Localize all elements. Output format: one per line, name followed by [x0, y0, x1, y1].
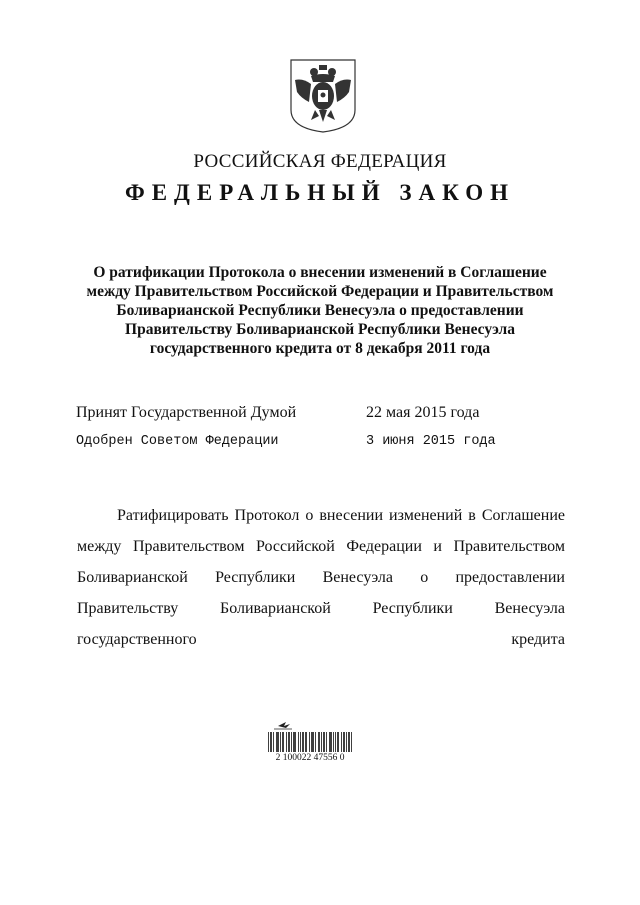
title-line: государственного кредита от 8 декабря 2011 года [149, 340, 491, 357]
barcode-number: 2 100022 47556 0 [275, 753, 345, 763]
council-date: 3 июня 2015 года [366, 434, 496, 449]
law-type-heading: ФЕДЕРАЛЬНЫЙ ЗАКОН [124, 180, 516, 205]
duma-label: Принят Государственной Думой [76, 404, 297, 421]
council-label: Одобрен Советом Федерации [76, 434, 279, 449]
coat-of-arms-icon [289, 58, 357, 134]
law-title [60, 263, 580, 358]
title-line: между Правительством Российской Федерации и Правительством [86, 283, 554, 300]
title-line: О ратификации Протокола о внесении изменений в Соглашение [93, 264, 547, 281]
title-line: Правительству Боливарианской Республики Венесуэла [125, 321, 515, 338]
duma-date: 22 мая 2015 года [366, 404, 480, 421]
law-body-paragraph: Ратифицировать Протокол о внесении изменений в Соглашение между Правительством Российской Федерации и Правительством Боливарианской Республики Венесуэла о предоставлении Правительству Боливарианской Республики Венесуэла государственного кредита [77, 507, 565, 648]
title-line: Боливарианской Республики Венесуэла о предоставлении [116, 302, 524, 319]
country-name: РОССИЙСКАЯ ФЕДЕРАЦИЯ [193, 151, 447, 172]
